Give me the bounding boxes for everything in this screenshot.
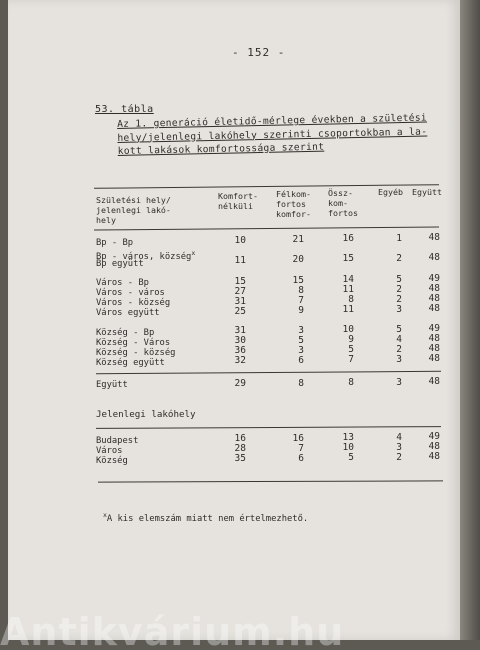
caption-line: hely/jelenlegi lakóhely szerinti csoportokban a la- xyxy=(117,126,428,144)
table-caption xyxy=(117,111,448,158)
value-cell: 48 xyxy=(428,376,440,387)
value-cell: 5 xyxy=(298,335,304,346)
row-label: Város - város xyxy=(96,288,165,298)
value-cell: 15 xyxy=(234,276,246,287)
caption-line: kott lakások komfortossága szerint xyxy=(117,141,325,157)
value-cell: 8 xyxy=(298,378,304,389)
value-cell: 48 xyxy=(428,252,440,263)
header-col-felkomfortos: Félkom- fortos komfor- xyxy=(276,189,311,219)
value-cell: 31 xyxy=(234,296,246,307)
document-page xyxy=(8,0,460,640)
value-cell: 3 xyxy=(396,304,402,315)
row-label: Bp - Bp xyxy=(96,238,134,248)
value-cell: 29 xyxy=(234,378,246,389)
value-cell: 10 xyxy=(342,442,354,453)
value-cell: 5 xyxy=(348,452,354,463)
value-cell: 48 xyxy=(428,232,440,243)
value-cell: 25 xyxy=(234,306,246,317)
value-cell: 11 xyxy=(342,304,354,315)
value-cell: 2 xyxy=(396,294,402,305)
header-col-osszkomfortos: Össz- kom- fortos xyxy=(328,188,358,218)
row-label: Község - Bp xyxy=(96,328,155,338)
value-cell: 2 xyxy=(396,253,402,264)
value-cell: 11 xyxy=(342,284,354,295)
row-label: Város - község xyxy=(96,298,171,308)
total-row-label: Együtt xyxy=(96,380,128,390)
watermark: Antikvárium.hu xyxy=(0,610,345,650)
value-cell: 3 xyxy=(298,345,304,356)
header-col-egyeb: Egyéb xyxy=(378,187,403,197)
row-label: Város xyxy=(96,446,123,456)
value-cell: 48 xyxy=(428,303,440,314)
value-cell: 48 xyxy=(428,353,440,364)
value-cell: 3 xyxy=(298,325,304,336)
value-cell: 16 xyxy=(234,433,246,444)
value-cell: 2 xyxy=(396,452,402,463)
value-cell: 4 xyxy=(396,432,402,443)
page-edge xyxy=(460,0,480,640)
value-cell: 5 xyxy=(396,274,402,285)
value-cell: 15 xyxy=(292,275,304,286)
value-cell: 7 xyxy=(298,295,304,306)
row-label: Község együtt xyxy=(96,358,165,368)
value-cell: 13 xyxy=(342,432,354,443)
value-cell: 48 xyxy=(428,293,440,304)
row-label: Község - község xyxy=(96,348,176,358)
row-label: Község xyxy=(96,456,128,466)
value-cell: 31 xyxy=(234,325,246,336)
value-cell: 6 xyxy=(298,355,304,366)
value-cell: 3 xyxy=(396,377,402,388)
value-cell: 48 xyxy=(428,343,440,354)
value-cell: 9 xyxy=(298,305,304,316)
value-cell: 49 xyxy=(428,431,440,442)
row-label: Város együtt xyxy=(96,308,160,318)
value-cell: 9 xyxy=(348,334,354,345)
value-cell: 27 xyxy=(234,286,246,297)
value-cell: 7 xyxy=(348,354,354,365)
value-cell: 48 xyxy=(428,283,440,294)
value-cell: 48 xyxy=(428,333,440,344)
value-cell: 8 xyxy=(298,285,304,296)
value-cell: 11 xyxy=(234,255,246,266)
table-number: 53. tábla xyxy=(95,104,154,115)
section-title: Jelenlegi lakóhely xyxy=(96,409,196,420)
row-label: Bp - város, község$^x$ xyxy=(96,249,196,262)
value-cell: 10 xyxy=(342,324,354,335)
header-col-egyutt: Együtt xyxy=(412,187,442,197)
header-col-komfortnelkuli: Komfort- nélküli xyxy=(218,191,258,211)
value-cell: 14 xyxy=(342,274,354,285)
value-cell: 28 xyxy=(234,443,246,454)
row-label: Város - Bp xyxy=(96,278,149,288)
value-cell: 16 xyxy=(342,233,354,244)
value-cell: 49 xyxy=(428,323,440,334)
value-cell: 48 xyxy=(428,451,440,462)
value-cell: 2 xyxy=(396,284,402,295)
page-number: - 152 - xyxy=(232,46,286,59)
value-cell: 1 xyxy=(396,233,402,244)
caption-line: Az 1. generáció életidő-mérlege években a születési xyxy=(117,112,428,130)
value-cell: 7 xyxy=(298,443,304,454)
value-cell: 21 xyxy=(292,234,304,245)
value-cell: 4 xyxy=(396,334,402,345)
row-label: Bp együtt xyxy=(96,259,144,269)
value-cell: 3 xyxy=(396,354,402,365)
value-cell: 8 xyxy=(348,377,354,388)
value-cell: 15 xyxy=(342,253,354,264)
value-cell: 16 xyxy=(292,433,304,444)
value-cell: 32 xyxy=(234,355,246,366)
header-row-label: Születési hely/ jelenlegi lakó- hely xyxy=(96,195,171,225)
value-cell: 5 xyxy=(396,324,402,335)
value-cell: 2 xyxy=(396,344,402,355)
value-cell: 8 xyxy=(348,294,354,305)
value-cell: 36 xyxy=(234,345,246,356)
row-label: Budapest xyxy=(96,436,139,446)
value-cell: 3 xyxy=(396,442,402,453)
footnote: $^x$A kis elemszám miatt nem értelmezhető. xyxy=(103,511,309,524)
row-label: Község - Város xyxy=(96,338,171,348)
value-cell: 49 xyxy=(428,273,440,284)
value-cell: 6 xyxy=(298,453,304,464)
value-cell: 10 xyxy=(234,235,246,246)
value-cell: 30 xyxy=(234,335,246,346)
value-cell: 20 xyxy=(292,254,304,265)
value-cell: 35 xyxy=(234,453,246,464)
value-cell: 5 xyxy=(348,344,354,355)
value-cell: 48 xyxy=(428,441,440,452)
